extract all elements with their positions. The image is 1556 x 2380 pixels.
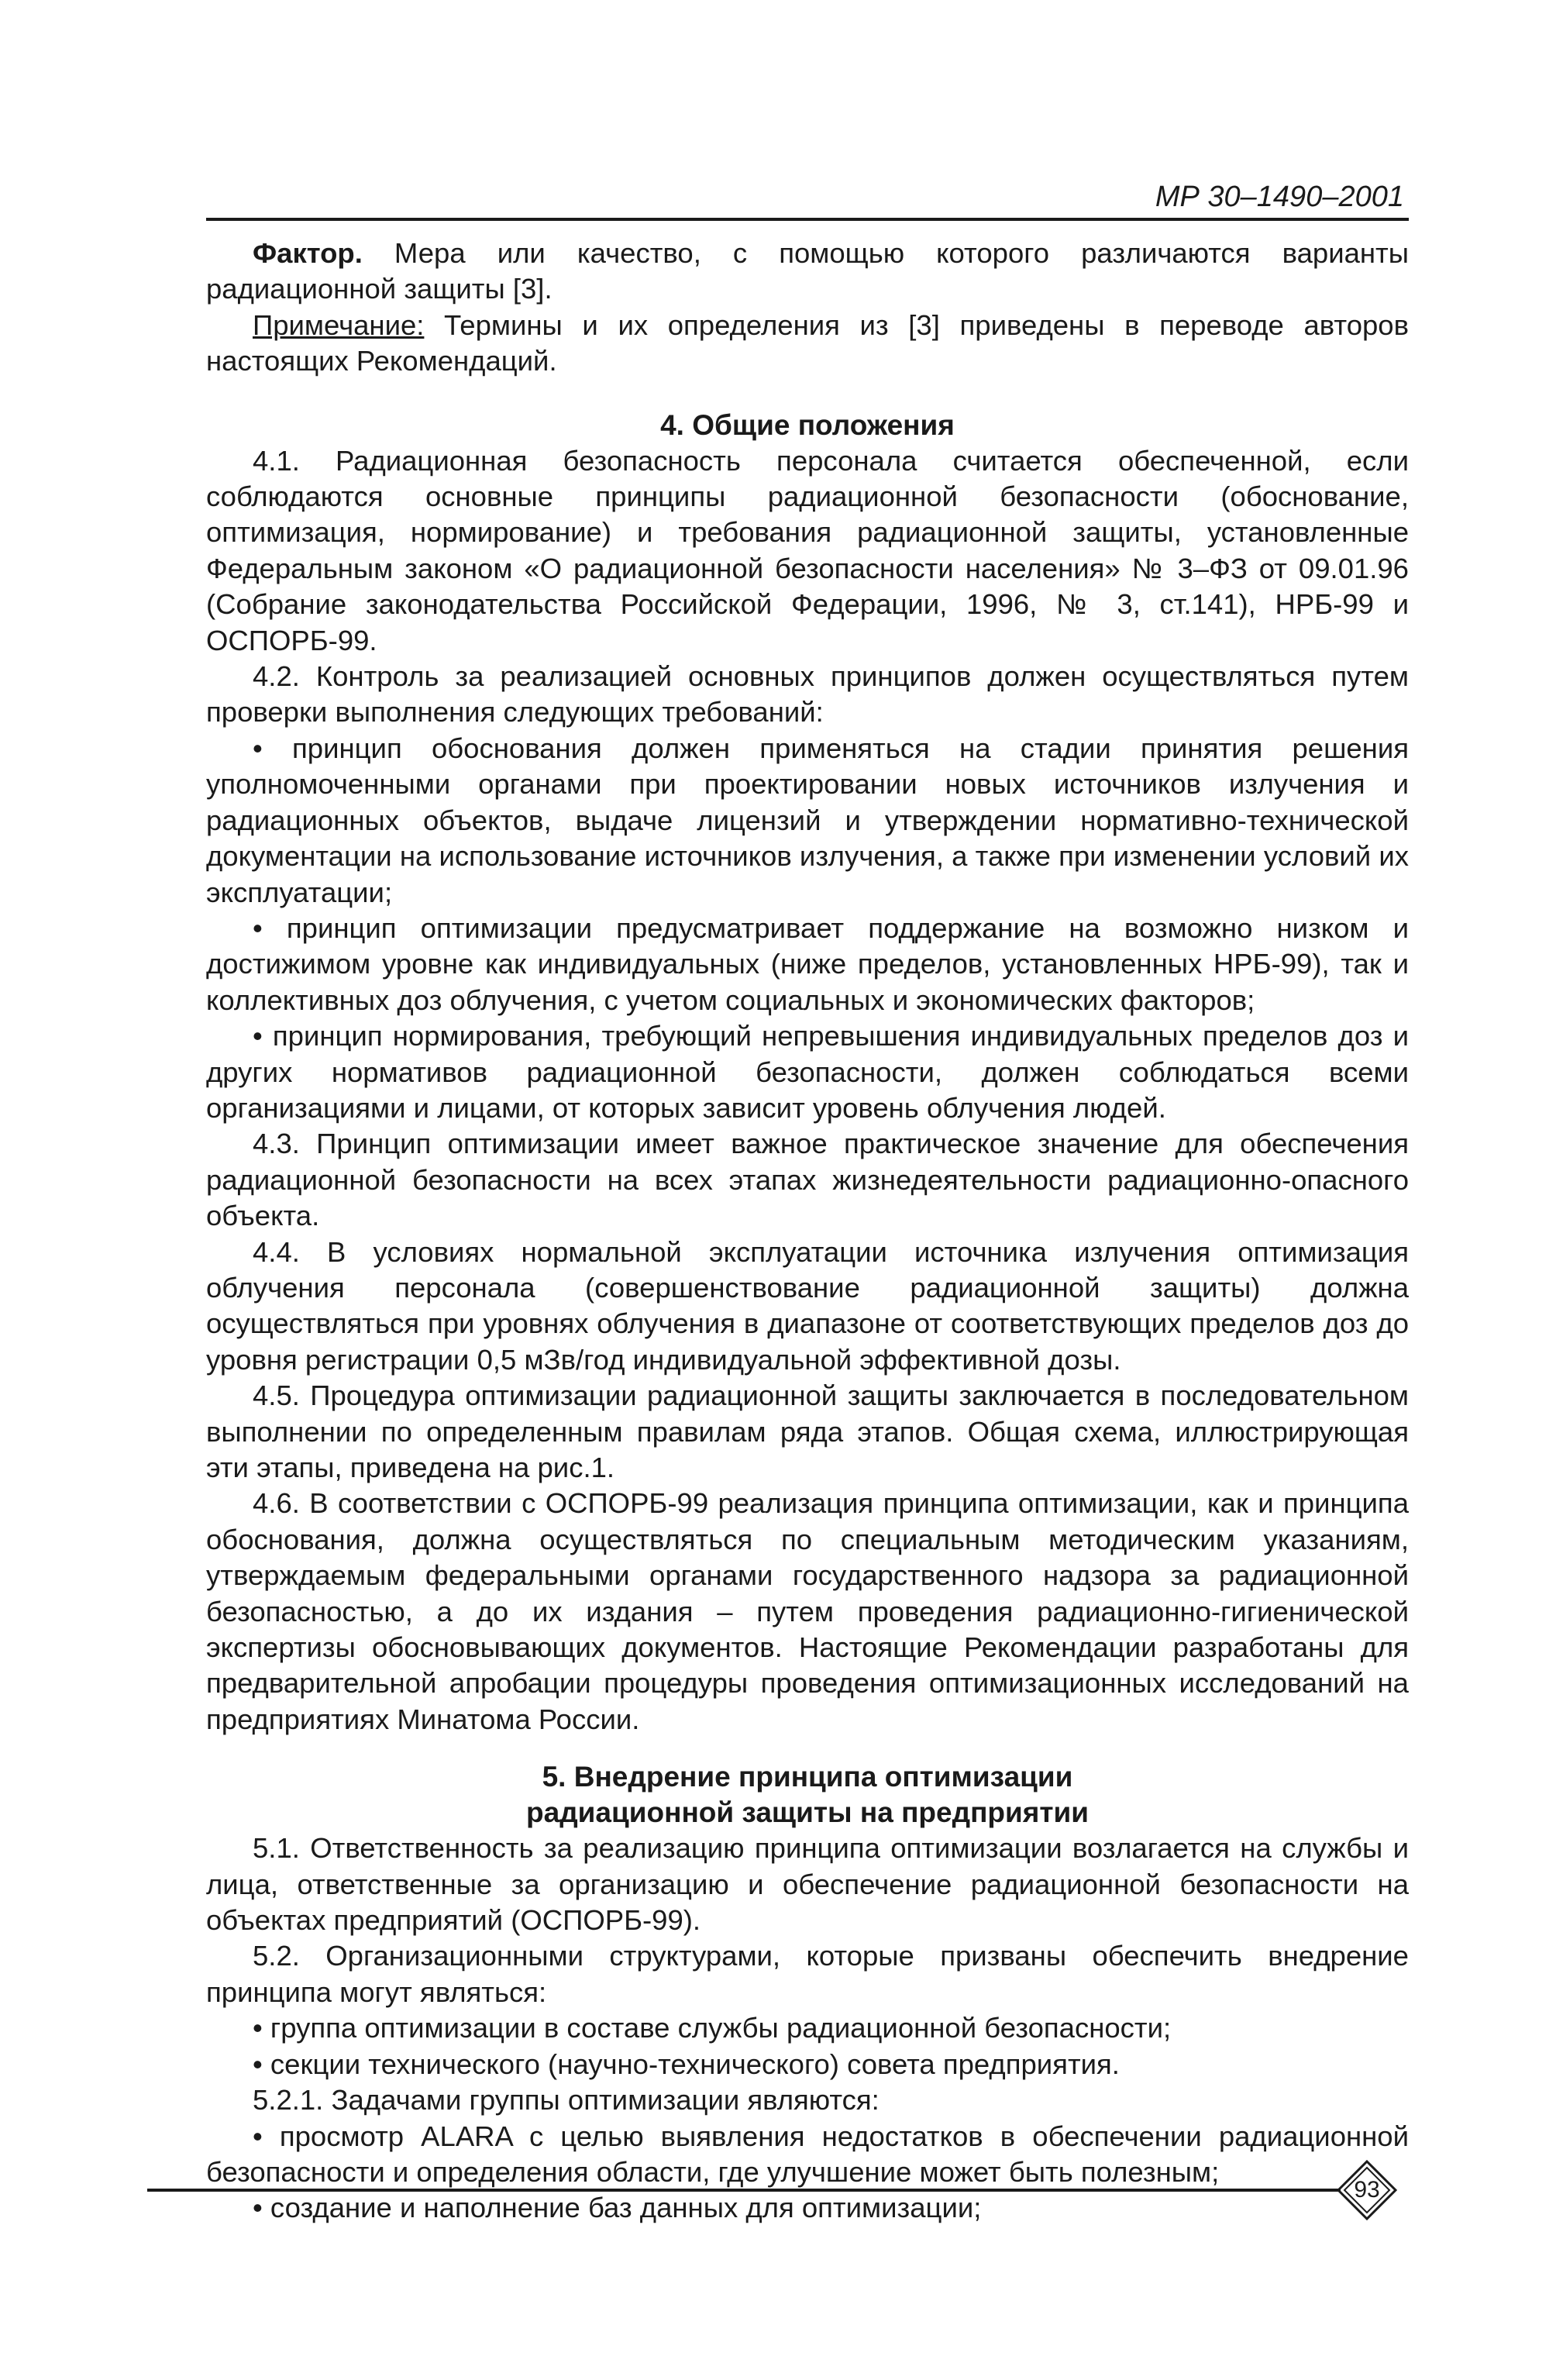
bullet-council-sections: • секции технического (научно-технического) совета предприятия. xyxy=(253,2048,1120,2080)
factor-term: Фактор. xyxy=(253,237,363,269)
paragraph-4-4: 4.4. В условиях нормальной эксплуатации источника излучения оптимизация облучения персонала (совершенствование радиационной защиты) должна осуществляться при уровнях облучения в диапазоне от соответствующих пределов доз до уровня регистрации 0,5 мЗв/год индивидуальной эффективной дозы. xyxy=(206,1235,1409,1376)
paragraph-4-6: 4.6. В соответствии с ОСПОРБ-99 реализация принципа оптимизации, как и принципа обоснования, должна осуществляться по специальным методическим указаниям, утверждаемым федеральными органами государственного надзора за радиационной безопасностью, а до их издания – путем проведения радиационно-гигиенической экспертизы обосновывающих документов. Настоящие Рекомендации разработаны для предварительной апробации процедуры проведения оптимизационных исследований на предприятиях Минатома России. xyxy=(206,1487,1409,1735)
bullet-justification: • принцип обоснования должен применяться на стадии принятия решения уполномоченными органами при проектировании новых источников излучения и радиационных объектов, выдаче лицензий и утверждении нормативно-технической документации на использование источников излучения, а также при изменении условий их эксплуатации; xyxy=(206,732,1409,908)
spacer xyxy=(206,380,1409,408)
factor-definition xyxy=(206,236,1409,308)
section-5-heading-line-1: 5. Внедрение принципа оптимизации xyxy=(542,1761,1073,1793)
bullet-alara-review: • просмотр ALARA с целью выявления недостатков в обеспечении радиационной безопасности и определения области, где улучшение может быть полезным; xyxy=(206,2120,1409,2188)
section-4-heading: 4. Общие положения xyxy=(660,408,955,441)
document-body xyxy=(206,236,1409,2227)
terms-note xyxy=(206,308,1409,380)
paragraph-4-1: 4.1. Радиационная безопасность персонала считается обеспеченной, если соблюдаются основные принципы радиационной безопасности (обоснование, оптимизация, нормирование) и требования радиационной защиты, установленные Федеральным законом «О радиационной безопасности населения» № 3–ФЗ от 09.01.96 (Собрание законодательства Российской Федерации, 1996, № 3, ст.141), НРБ-99 и ОСПОРБ-99. xyxy=(206,444,1409,656)
paragraph-4-3: 4.3. Принцип оптимизации имеет важное практическое значение для обеспечения радиационной безопасности на всех этапах жизнедеятельности радиационно-опасного объекта. xyxy=(206,1128,1409,1232)
paragraph-5-1: 5.1. Ответственность за реализацию принципа оптимизации возлагается на службы и лица, ответственные за организацию и обеспечение радиационной безопасности на объектах предприятий (ОСПОРБ-99). xyxy=(206,1832,1409,1937)
paragraph-4-5: 4.5. Процедура оптимизации радиационной защиты заключается в последовательном выполнении по определенным правилам ряда этапов. Общая схема, иллюстрирующая эти этапы, приведена на рис.1. xyxy=(206,1379,1409,1483)
bullet-limitation: • принцип нормирования, требующий непревышения индивидуальных пределов доз и других нормативов радиационной безопасности, должен соблюдаться всеми организациями и лицами, от которых зависит уровень облучения людей. xyxy=(206,1020,1409,1124)
bullet-optimization: • принцип оптимизации предусматривает поддержание на возможно низком и достижимом уровне как индивидуальных (ниже пределов, установленных НРБ-99), так и коллективных доз облучения, с учетом социальных и экономических факторов; xyxy=(206,911,1409,1016)
footer-rule xyxy=(147,2189,1341,2192)
page-number: 93 xyxy=(1354,2177,1380,2203)
bullet-optimization-group: • группа оптимизации в составе службы радиационной безопасности; xyxy=(253,2012,1172,2044)
note-label: Примечание: xyxy=(253,308,425,341)
note-text: Термины и их определения из [3] приведены в переводе авторов настоящих Рекомендаций. xyxy=(206,308,1409,377)
spacer xyxy=(206,1738,1409,1759)
paragraph-5-2-1: 5.2.1. Задачами группы оптимизации являются: xyxy=(253,2084,880,2117)
section-5-heading-line-2: радиационной защиты на предприятии xyxy=(526,1796,1089,1829)
paragraph-5-2: 5.2. Организационными структурами, которые призваны обеспечить внедрение принципа могут являться: xyxy=(206,1940,1409,2008)
factor-text: Мера или качество, с помощью которого различаются варианты радиационной защиты [3]. xyxy=(206,237,1409,305)
document-code: МР 30–1490–2001 xyxy=(1155,181,1404,213)
paragraph-4-2: 4.2. Контроль за реализацией основных принципов должен осуществляться путем проверки выполнения следующих требований: xyxy=(206,660,1409,728)
bullet-databases: • создание и наполнение баз данных для оптимизации; xyxy=(253,2192,982,2224)
header-rule xyxy=(206,218,1409,221)
